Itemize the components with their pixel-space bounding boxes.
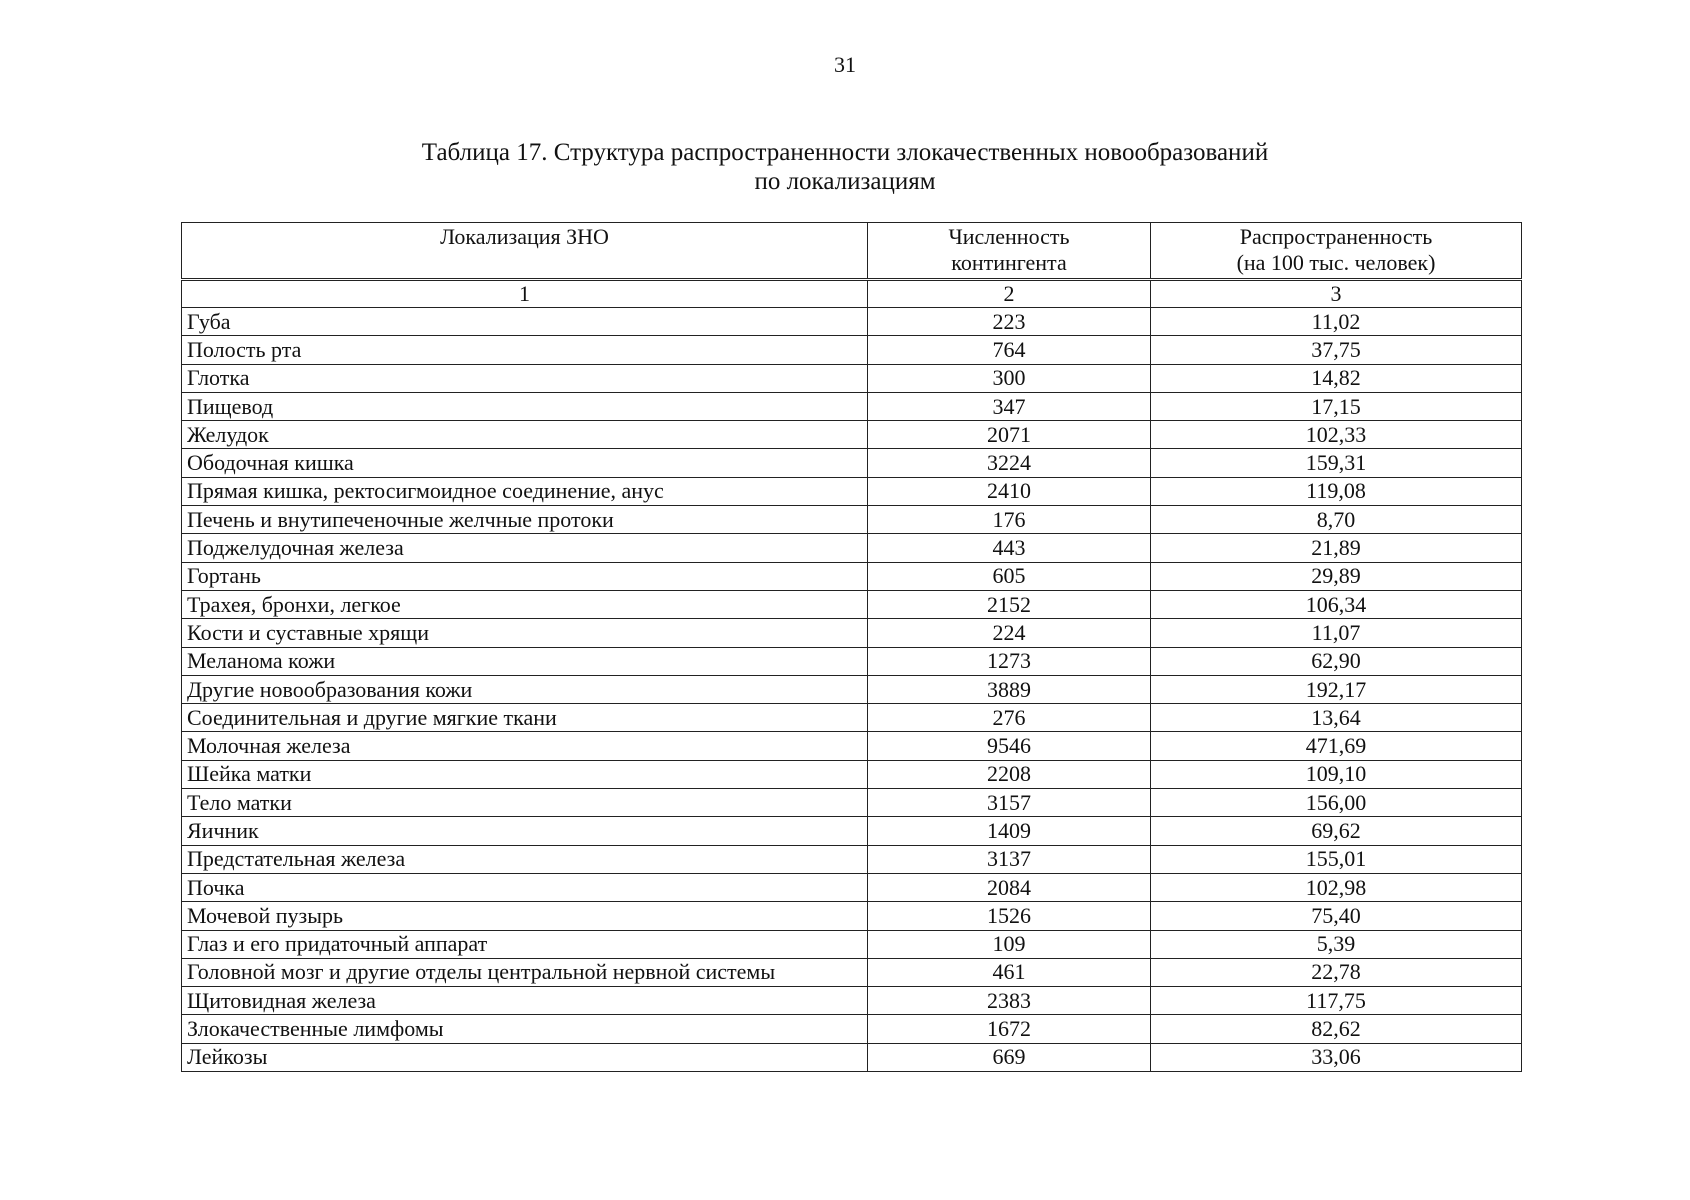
header-localization [182,223,868,280]
localization-cell: Щитовидная железа [182,987,868,1015]
table-row [182,647,1522,675]
contingent-count-cell: 1672 [868,1015,1151,1043]
table-row [182,845,1522,873]
table-row [182,477,1522,505]
localization-cell: Трахея, бронхи, легкое [182,590,868,618]
prevalence-rate-cell: 155,01 [1151,845,1522,873]
column-number-row [182,280,1522,308]
localization-cell: Лейкозы [182,1043,868,1071]
contingent-count-cell: 443 [868,534,1151,562]
prevalence-rate-cell: 117,75 [1151,987,1522,1015]
table-row [182,1015,1522,1043]
column-number-3: 3 [1151,280,1522,308]
table-row [182,421,1522,449]
prevalence-rate-cell: 102,33 [1151,421,1522,449]
prevalence-rate-cell: 106,34 [1151,590,1522,618]
table-row [182,987,1522,1015]
prevalence-rate-cell: 5,39 [1151,930,1522,958]
prevalence-rate-cell: 13,64 [1151,704,1522,732]
prevalence-table [181,222,1522,1072]
table-row [182,704,1522,732]
prevalence-rate-cell: 14,82 [1151,364,1522,392]
contingent-count-cell: 276 [868,704,1151,732]
contingent-count-cell: 3137 [868,845,1151,873]
contingent-count-cell: 3157 [868,789,1151,817]
localization-cell: Другие новообразования кожи [182,675,868,703]
table-row [182,392,1522,420]
localization-cell: Соединительная и другие мягкие ткани [182,704,868,732]
contingent-count-cell: 223 [868,308,1151,336]
contingent-count-cell: 2071 [868,421,1151,449]
page-number: 31 [834,52,856,77]
contingent-count-cell: 176 [868,506,1151,534]
table-row [182,675,1522,703]
prevalence-rate-cell: 22,78 [1151,958,1522,986]
table-row [182,336,1522,364]
table-title [200,138,1490,196]
table-row [182,930,1522,958]
prevalence-rate-cell: 102,98 [1151,873,1522,901]
prevalence-rate-cell: 156,00 [1151,789,1522,817]
localization-cell: Кости и суставные хрящи [182,619,868,647]
header-prevalence-line-2: (на 100 тыс. человек) [1236,250,1436,275]
table-row [182,506,1522,534]
prevalence-rate-cell: 37,75 [1151,336,1522,364]
table-title-line-1: Таблица 17. Структура распространенности злокачественных новообразований [421,139,1269,166]
table-row [182,562,1522,590]
contingent-count-cell: 2383 [868,987,1151,1015]
contingent-count-cell: 2084 [868,873,1151,901]
table-row [182,590,1522,618]
contingent-count-cell: 2208 [868,760,1151,788]
prevalence-rate-cell: 21,89 [1151,534,1522,562]
table-row [182,364,1522,392]
localization-cell: Тело матки [182,789,868,817]
prevalence-rate-cell: 11,02 [1151,308,1522,336]
localization-cell: Мочевой пузырь [182,902,868,930]
localization-cell: Предстательная железа [182,845,868,873]
prevalence-rate-cell: 29,89 [1151,562,1522,590]
contingent-count-cell: 224 [868,619,1151,647]
localization-cell: Пищевод [182,392,868,420]
table-row [182,308,1522,336]
localization-cell: Поджелудочная железа [182,534,868,562]
localization-cell: Почка [182,873,868,901]
prevalence-rate-cell: 62,90 [1151,647,1522,675]
table-row [182,760,1522,788]
localization-cell: Губа [182,308,868,336]
prevalence-rate-cell: 471,69 [1151,732,1522,760]
contingent-count-cell: 669 [868,1043,1151,1071]
contingent-count-cell: 347 [868,392,1151,420]
table-title-line-2: по локализациям [754,168,936,195]
table-row [182,619,1522,647]
contingent-count-cell: 1526 [868,902,1151,930]
table-row [182,449,1522,477]
prevalence-rate-cell: 69,62 [1151,817,1522,845]
prevalence-rate-cell: 33,06 [1151,1043,1522,1071]
contingent-count-cell: 9546 [868,732,1151,760]
table-row [182,902,1522,930]
table-row [182,732,1522,760]
contingent-count-cell: 764 [868,336,1151,364]
table-body [182,280,1522,1072]
localization-cell: Меланома кожи [182,647,868,675]
table-row [182,958,1522,986]
header-prevalence-line-1: Распространенность [1239,224,1433,249]
localization-cell: Ободочная кишка [182,449,868,477]
prevalence-rate-cell: 159,31 [1151,449,1522,477]
header-contingent-count [868,223,1151,280]
prevalence-rate-cell: 11,07 [1151,619,1522,647]
localization-cell: Полость рта [182,336,868,364]
contingent-count-cell: 3224 [868,449,1151,477]
prevalence-rate-cell: 82,62 [1151,1015,1522,1043]
table-row [182,873,1522,901]
localization-cell: Прямая кишка, ректосигмоидное соединение, анус [182,477,868,505]
prevalence-rate-cell: 75,40 [1151,902,1522,930]
contingent-count-cell: 2152 [868,590,1151,618]
contingent-count-cell: 1409 [868,817,1151,845]
prevalence-rate-cell: 17,15 [1151,392,1522,420]
localization-cell: Головной мозг и другие отделы центральной нервной системы [182,958,868,986]
localization-cell: Желудок [182,421,868,449]
contingent-count-cell: 300 [868,364,1151,392]
prevalence-rate-cell: 109,10 [1151,760,1522,788]
contingent-count-cell: 2410 [868,477,1151,505]
contingent-count-cell: 1273 [868,647,1151,675]
table-row [182,534,1522,562]
header-contingent-count-line-1: Численность [948,224,1070,249]
prevalence-rate-cell: 8,70 [1151,506,1522,534]
header-prevalence [1151,223,1522,280]
header-contingent-count-line-2: контингента [951,250,1067,275]
table-header-row [182,223,1522,280]
table-row [182,1043,1522,1071]
localization-cell: Гортань [182,562,868,590]
table-row [182,789,1522,817]
contingent-count-cell: 109 [868,930,1151,958]
localization-cell: Злокачественные лимфомы [182,1015,868,1043]
column-number-1: 1 [182,280,868,308]
prevalence-rate-cell: 119,08 [1151,477,1522,505]
contingent-count-cell: 461 [868,958,1151,986]
header-localization-label: Локализация ЗНО [440,224,609,249]
column-number-2: 2 [868,280,1151,308]
localization-cell: Глаз и его придаточный аппарат [182,930,868,958]
localization-cell: Молочная железа [182,732,868,760]
localization-cell: Шейка матки [182,760,868,788]
contingent-count-cell: 3889 [868,675,1151,703]
localization-cell: Яичник [182,817,868,845]
localization-cell: Глотка [182,364,868,392]
table-row [182,817,1522,845]
contingent-count-cell: 605 [868,562,1151,590]
localization-cell: Печень и внутипеченочные желчные протоки [182,506,868,534]
prevalence-rate-cell: 192,17 [1151,675,1522,703]
